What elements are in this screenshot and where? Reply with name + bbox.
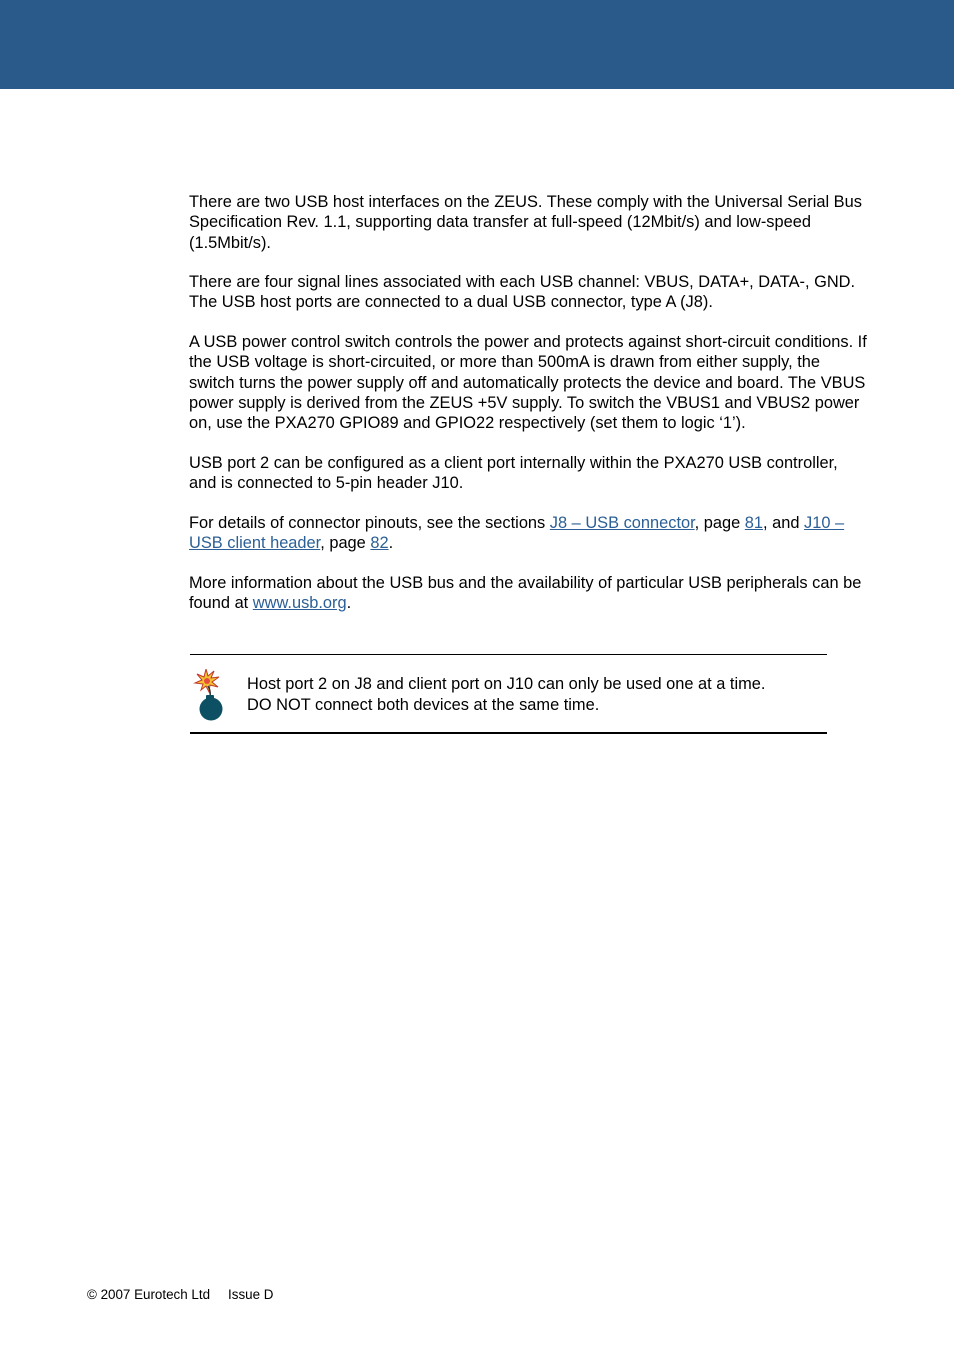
text: . (388, 534, 394, 553)
text: For details of connector pinouts, see the sections (189, 513, 550, 532)
link-usb-org[interactable]: www.usb.org (252, 593, 347, 612)
link-page-82[interactable]: 82 (370, 534, 389, 553)
paragraph-power-switch: A USB power control switch controls the power and protects against short-circuit conditions. If the USB voltage is short-circuited, or more than 500mA is drawn from either supply, the switch turns the power supply off and automatically protects the device and board. The VBUS power supply is derived from the ZEUS +5V supply. To switch the VBUS1 and VBUS2 power on, use the PXA270 GPIO89 and GPIO22 respectively (set them to logic ‘1’). (189, 333, 867, 433)
paragraph-connector-refs (189, 513, 869, 554)
header-band (0, 0, 954, 89)
link-page-81[interactable]: 81 (744, 513, 764, 532)
note-line-1: Host port 2 on J8 and client port on J10 can only be used one at a time. (247, 675, 766, 693)
text: . (346, 593, 352, 612)
main-content (189, 192, 869, 633)
footer-issue: Issue D (228, 1287, 274, 1302)
text: , page (320, 534, 371, 553)
bomb-warning-icon (192, 669, 224, 721)
text: , and (763, 513, 805, 532)
paragraph-more-info (189, 573, 869, 614)
page-footer (87, 1287, 273, 1303)
note-line-2: DO NOT connect both devices at the same time. (247, 695, 600, 714)
paragraph-usb-interfaces: There are two USB host interfaces on the ZEUS. These comply with the Universal Serial Bus Specification Rev. 1.1, supporting data transfer at full-speed (12Mbit/s) and low-speed (1.5Mbit/s). (189, 193, 862, 252)
link-j8-usb-connector[interactable]: J8 – USB connector (549, 513, 695, 532)
footer-copyright: © 2007 Eurotech Ltd (87, 1287, 211, 1302)
paragraph-signal-lines: There are four signal lines associated with each USB channel: VBUS, DATA+, DATA-, GND. The USB host ports are connected to a dual USB connector, type A (J8). (189, 273, 856, 312)
text: More information about the USB bus and the availability of particular USB peripherals can be found at (189, 573, 862, 612)
link-j10-usb-client-header[interactable]: J10 – USB client header (189, 513, 845, 553)
paragraph-client-port: USB port 2 can be configured as a client port internally within the PXA270 USB controller, and is connected to 5-pin header J10. (189, 453, 838, 493)
warning-note (190, 654, 827, 734)
text: , page (694, 513, 745, 532)
note-text (247, 674, 765, 715)
